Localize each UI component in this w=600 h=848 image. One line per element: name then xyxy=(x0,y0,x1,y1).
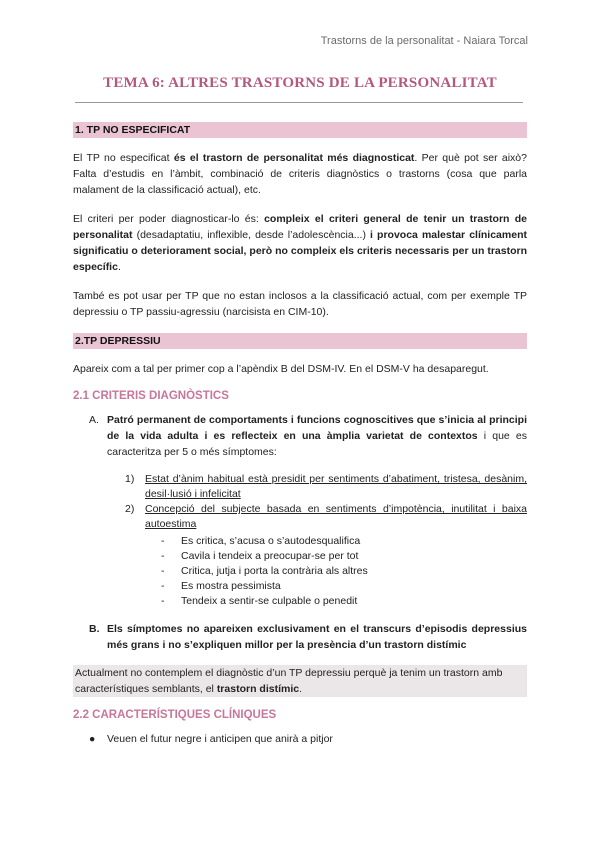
list-item-text: Es mostra pessimista xyxy=(181,580,281,592)
list-item-text: Tendeix a sentir-se culpable o penedit xyxy=(181,595,358,607)
list-item-text: Concepció del subjecte basada en sentiments d’impotència, inutilitat i baixa autoestima xyxy=(145,503,527,530)
list-item xyxy=(161,564,527,579)
running-header: Trastorns de la personalitat - Naiara Torcal xyxy=(320,35,528,47)
list-item-text: Estat d’ànim habitual està presidit per sentiments d’abatiment, tristesa, desànim, desil·lusió i infelicitat xyxy=(145,473,527,500)
list-item xyxy=(125,472,527,502)
document-title: TEMA 6: ALTRES TRASTORNS DE LA PERSONALITAT xyxy=(103,75,497,91)
list-item-text: Veuen el futur negre i anticipen que anirà a pitjor xyxy=(107,733,333,745)
text-run: (desadaptatiu, inflexible, desde l’adolescència...) xyxy=(132,229,371,241)
paragraph-tp-no-especificat-intro xyxy=(73,150,527,198)
list-item xyxy=(161,534,527,549)
highlighted-note xyxy=(73,665,527,697)
paragraph-altres-usos: També es pot usar per TP que no estan inclosos a la classificació actual, com per exemple TP depressiu o TP passiu-agressiu (narcisista en CIM-10). xyxy=(73,290,527,318)
list-item xyxy=(89,731,527,747)
list-item-text: Cavila i tendeix a preocupar-se per tot xyxy=(181,550,359,562)
criterion-b xyxy=(89,621,527,653)
criterion-a xyxy=(89,412,527,460)
list-marker: B. xyxy=(89,623,100,635)
text-run: Actualment no contemplem el diagnòstic d’un TP depressiu perquè ja tenim un trastorn amb característiques semblants, el xyxy=(75,667,503,695)
criterion-b-text xyxy=(107,621,527,653)
text-run-bold: Els símptomes no apareixen exclusivament en el transcurs d’episodis depressius més grans i no s’expliquen millor per la presència d’un trastorn distímic xyxy=(107,623,527,651)
text-run: i que es caracteritza per 5 o més símptomes: xyxy=(107,430,527,458)
text-run-bold: i provoca malestar clínicament significatiu o deteriorament social, però no compleix els criteris necessaris per un trastorn específic xyxy=(73,229,527,273)
dash-sublist xyxy=(161,534,527,609)
bullet-icon: ● xyxy=(89,733,96,745)
list-marker: - xyxy=(161,550,165,562)
list-marker: - xyxy=(161,565,165,577)
list-item-text: Critica, jutja i porta la contrària als altres xyxy=(181,565,368,577)
list-marker: 2) xyxy=(125,503,135,515)
list-item xyxy=(161,594,527,609)
list-marker: A. xyxy=(89,414,99,426)
title-divider xyxy=(75,102,523,103)
list-marker: 1) xyxy=(125,473,135,485)
list-marker: - xyxy=(161,595,165,607)
list-item xyxy=(161,549,527,564)
subsection-heading-caracteristiques: 2.2 CARACTERÍSTIQUES CLÍNIQUES xyxy=(73,709,277,721)
numbered-symptom-list xyxy=(125,472,527,532)
document-body xyxy=(73,122,527,747)
text-run: . xyxy=(299,683,303,695)
list-marker: - xyxy=(161,580,165,592)
list-item xyxy=(161,579,527,594)
text-run: . Per què pot ser això? Falta d’estudis en l’àmbit, combinació de criteris diagnòstics o trastorns (cosa que parla malament de la classificació actual), etc. xyxy=(73,152,527,196)
criterion-a-text xyxy=(107,412,527,460)
text-run: El TP no especificat xyxy=(73,152,174,164)
list-marker: - xyxy=(161,535,165,547)
section-heading-tp-no-especificat: 1. TP NO ESPECIFICAT xyxy=(73,122,527,138)
text-run-bold: Patró permanent de comportaments i funcions cognoscitives que s’inicia al principi de la vida adulta i es reflecteix en una àmplia varietat de contextos xyxy=(107,414,527,442)
list-item xyxy=(125,502,527,532)
paragraph-criteri-diagnostic xyxy=(73,211,527,275)
subsection-heading-criteris: 2.1 CRITERIS DIAGNÒSTICS xyxy=(73,390,229,402)
section-heading-tp-depressiu: 2.TP DEPRESSIU xyxy=(73,333,527,349)
text-run: El criteri per poder diagnosticar-lo és: xyxy=(73,213,265,225)
text-run-bold: trastorn distímic xyxy=(216,683,300,695)
paragraph-tp-depressiu-intro: Apareix com a tal per primer cop a l’apèndix B del DSM-IV. En el DSM-V ha desaparegut. xyxy=(73,363,489,375)
text-run-bold: compleix el criteri general de tenir un trastorn de personalitat xyxy=(73,213,527,241)
text-run-bold: és el trastorn de personalitat més diagnosticat xyxy=(173,152,415,164)
text-run: . xyxy=(117,261,121,273)
list-item-text: Es critica, s’acusa o s’autodesqualifica xyxy=(181,535,361,547)
